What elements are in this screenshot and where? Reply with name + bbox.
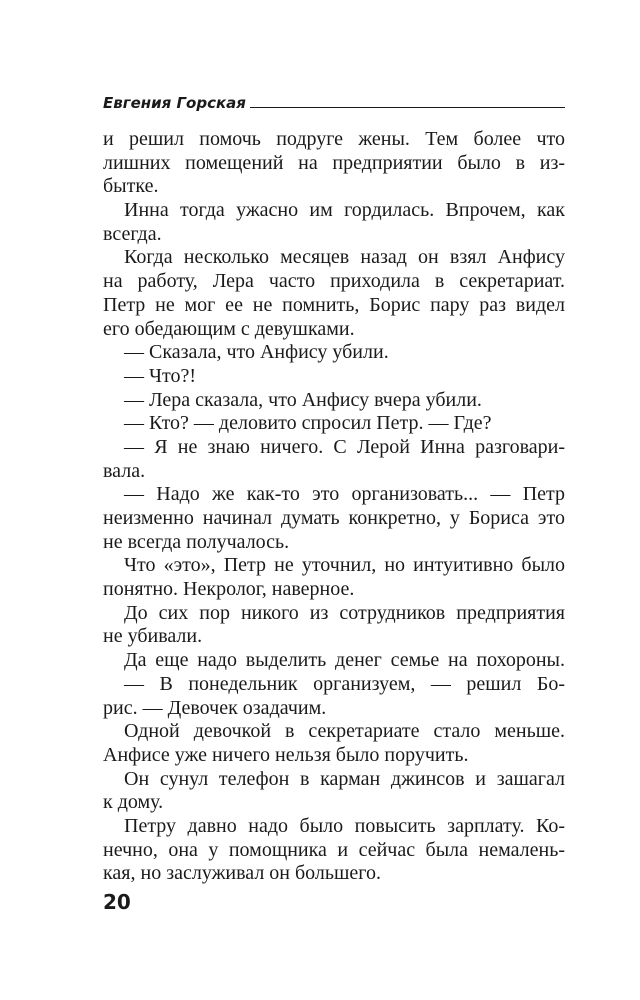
text-line: — Надо же как-то это организовать... — Петр bbox=[124, 483, 565, 506]
text-line: не убивали. bbox=[103, 625, 203, 648]
body-text bbox=[103, 128, 565, 886]
running-head bbox=[103, 88, 565, 112]
text-line: и решил помочь подруге жены. Тем более что bbox=[103, 128, 565, 150]
text-line: Что «это», Петр не уточнил, но интуитивно было bbox=[124, 554, 565, 577]
text-line: кая, но заслуживал он большего. bbox=[103, 862, 381, 885]
text-line: понятно. Некролог, наверное. bbox=[103, 578, 355, 601]
text-line: его обедающим с девушками. bbox=[103, 317, 355, 340]
text-line: Петр не мог ее не помнить, Борис пару раз видел bbox=[103, 293, 565, 316]
text-line: До сих пор никого из сотрудников предприятия bbox=[124, 601, 565, 624]
text-line: лишних помещений на предприятии было в из- bbox=[103, 151, 565, 174]
text-line: Он сунул телефон в карман джинсов и зашагал bbox=[124, 767, 565, 790]
text-line: на работу, Лера часто приходила в секретариат. bbox=[103, 270, 565, 293]
text-line: Одной девочкой в секретариате стало меньше. bbox=[124, 720, 565, 743]
text-line: — Сказала, что Анфису убили. bbox=[124, 341, 389, 364]
text-line: — Что?! bbox=[124, 364, 197, 387]
text-line: к дому. bbox=[103, 791, 164, 814]
text-line: — Я не знаю ничего. С Лерой Инна разговари- bbox=[124, 435, 565, 458]
text-line: рис. — Девочек озадачим. bbox=[103, 696, 327, 719]
text-line: вала. bbox=[103, 459, 146, 482]
text-line: Петру давно надо было повысить зарплату. Ко- bbox=[124, 814, 565, 837]
running-head-author: Евгения Горская bbox=[103, 94, 246, 112]
text-line: нечно, она у помощника и сейчас была немалень- bbox=[103, 838, 565, 861]
text-line: — Лера сказала, что Анфису вчера убили. bbox=[124, 388, 482, 411]
running-head-rule bbox=[250, 107, 565, 108]
page-number: 20 bbox=[103, 890, 131, 914]
text-line: Инна тогда ужасно им гордилась. Впрочем, как bbox=[124, 199, 565, 222]
text-line: не всегда получалось. bbox=[103, 530, 290, 553]
text-line: бытке. bbox=[103, 175, 159, 198]
text-line: неизменно начинал думать конкретно, у Бориса это bbox=[103, 507, 565, 529]
text-line: Когда несколько месяцев назад он взял Анфису bbox=[124, 246, 565, 269]
text-line: Анфисе уже ничего нельзя было поручить. bbox=[103, 743, 469, 766]
text-line: — Кто? — деловито спросил Петр. — Где? bbox=[124, 412, 492, 435]
text-line: всегда. bbox=[103, 222, 162, 245]
text-line: Да еще надо выделить денег семье на похороны. bbox=[124, 649, 565, 672]
text-line: — В понедельник организуем, — решил Бо- bbox=[124, 672, 565, 695]
